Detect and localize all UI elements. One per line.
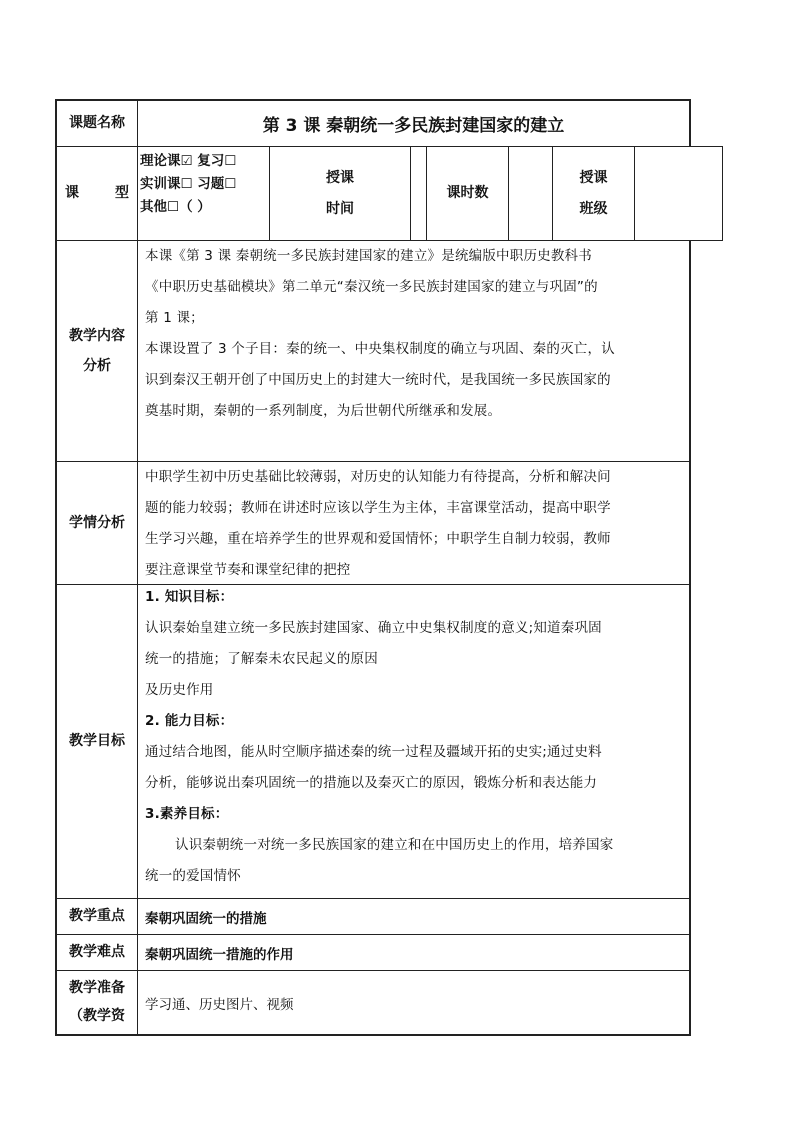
paragraph-line: 中职学生初中历史基础比较薄弱，对历史的认知能力有待提高，分析和解决问: [145, 469, 611, 485]
paragraph-line: 生学习兴趣，重在培养学生的世界观和爱国情怀；中职学生自制力较弱，教师: [145, 531, 611, 547]
course-type-options: [140, 148, 269, 240]
paragraph-line: 本课《第 3 课 秦朝统一多民族封建国家的建立》是统编版中职历史教科书: [145, 248, 592, 264]
table-border: [689, 240, 691, 1036]
course-type-option[interactable]: 其他☐（ ）: [140, 199, 211, 215]
ability-objective-title: 2. 能力目标：: [145, 713, 234, 729]
objectives-text: [145, 582, 685, 892]
class-hours-value[interactable]: [509, 147, 552, 240]
student-analysis-label: 学情分析: [69, 514, 125, 531]
paragraph-line: 奠基时期，秦朝的一系列制度，为后世朝代所继承和发展。: [145, 403, 502, 419]
course-type-label: 课 型: [65, 185, 129, 201]
paragraph-line: 本课设置了 3 个子目：秦的统一、中央集权制度的确立与巩固、秦的灭亡，认: [145, 341, 615, 357]
paragraph-line: 通过结合地图，能从时空顺序描述秦的统一过程及疆域开拓的史实;通过史料: [145, 744, 602, 760]
literacy-objective-title: 3.素养目标：: [145, 806, 229, 822]
class-hours-label: 课时数: [446, 185, 489, 201]
table-border: [722, 146, 723, 241]
course-type-option[interactable]: 理论课☑ 复习☐: [140, 153, 237, 169]
paragraph-line: 统一的爱国情怀: [145, 868, 241, 884]
paragraph-line: 及历史作用: [145, 682, 214, 698]
paragraph-line: 题的能力较弱；教师在讲述时应该以学生为主体，丰富课堂活动，提高中职学: [145, 500, 611, 516]
paragraph-line: 《中职历史基础模块》第二单元“秦汉统一多民族封建国家的建立与巩固”的: [145, 279, 598, 295]
table-border: [689, 99, 691, 146]
difficulty-value: 秦朝巩固统一措施的作用: [145, 946, 294, 963]
paragraph-line: 认识秦朝统一对统一多民族国家的建立和在中国历史上的作用，培养国家: [175, 837, 614, 853]
lesson-title: 第 3 课 秦朝统一多民族封建国家的建立: [262, 116, 565, 136]
teaching-class-label: 授课 班级: [579, 169, 608, 217]
objectives-label: 教学目标: [69, 733, 125, 749]
key-point-label: 教学重点: [69, 908, 125, 924]
preparation-label: 教学准备 （教学资: [69, 980, 125, 1024]
teaching-time-label: 授课 时间: [326, 169, 354, 217]
teaching-class-value[interactable]: [635, 147, 722, 240]
content-analysis-text: [145, 241, 685, 427]
difficulty-label: 教学难点: [69, 944, 125, 960]
table-border: [137, 99, 138, 1036]
paragraph-line: 统一的措施；了解秦未农民起义的原因: [145, 651, 378, 667]
paragraph-line: 要注意课堂节奏和课堂纪律的把控: [145, 562, 351, 578]
course-type-option[interactable]: 实训课☐ 习题☐: [140, 176, 237, 192]
content-analysis-label: 教学内容 分析: [69, 328, 125, 374]
table-border: [55, 1034, 691, 1036]
paragraph-line: 认识秦始皇建立统一多民族封建国家、确立中史集权制度的意义;知道秦巩固: [145, 620, 602, 636]
paragraph-line: 识到秦汉王朝开创了中国历史上的封建大一统时代，是我国统一多民族国家的: [145, 372, 611, 388]
teaching-time-value[interactable]: [411, 147, 426, 240]
knowledge-objective-title: 1. 知识目标：: [145, 589, 234, 605]
topic-label: 课题名称: [69, 115, 125, 131]
paragraph-line: 分析，能够说出秦巩固统一的措施以及秦灭亡的原因，锻炼分析和表达能力: [145, 775, 598, 791]
key-point-value: 秦朝巩固统一的措施: [145, 910, 267, 927]
preparation-value: 学习通、历史图片、视频: [145, 996, 294, 1013]
student-analysis-text: [145, 462, 685, 586]
paragraph-line: 第 1 课；: [145, 310, 204, 326]
